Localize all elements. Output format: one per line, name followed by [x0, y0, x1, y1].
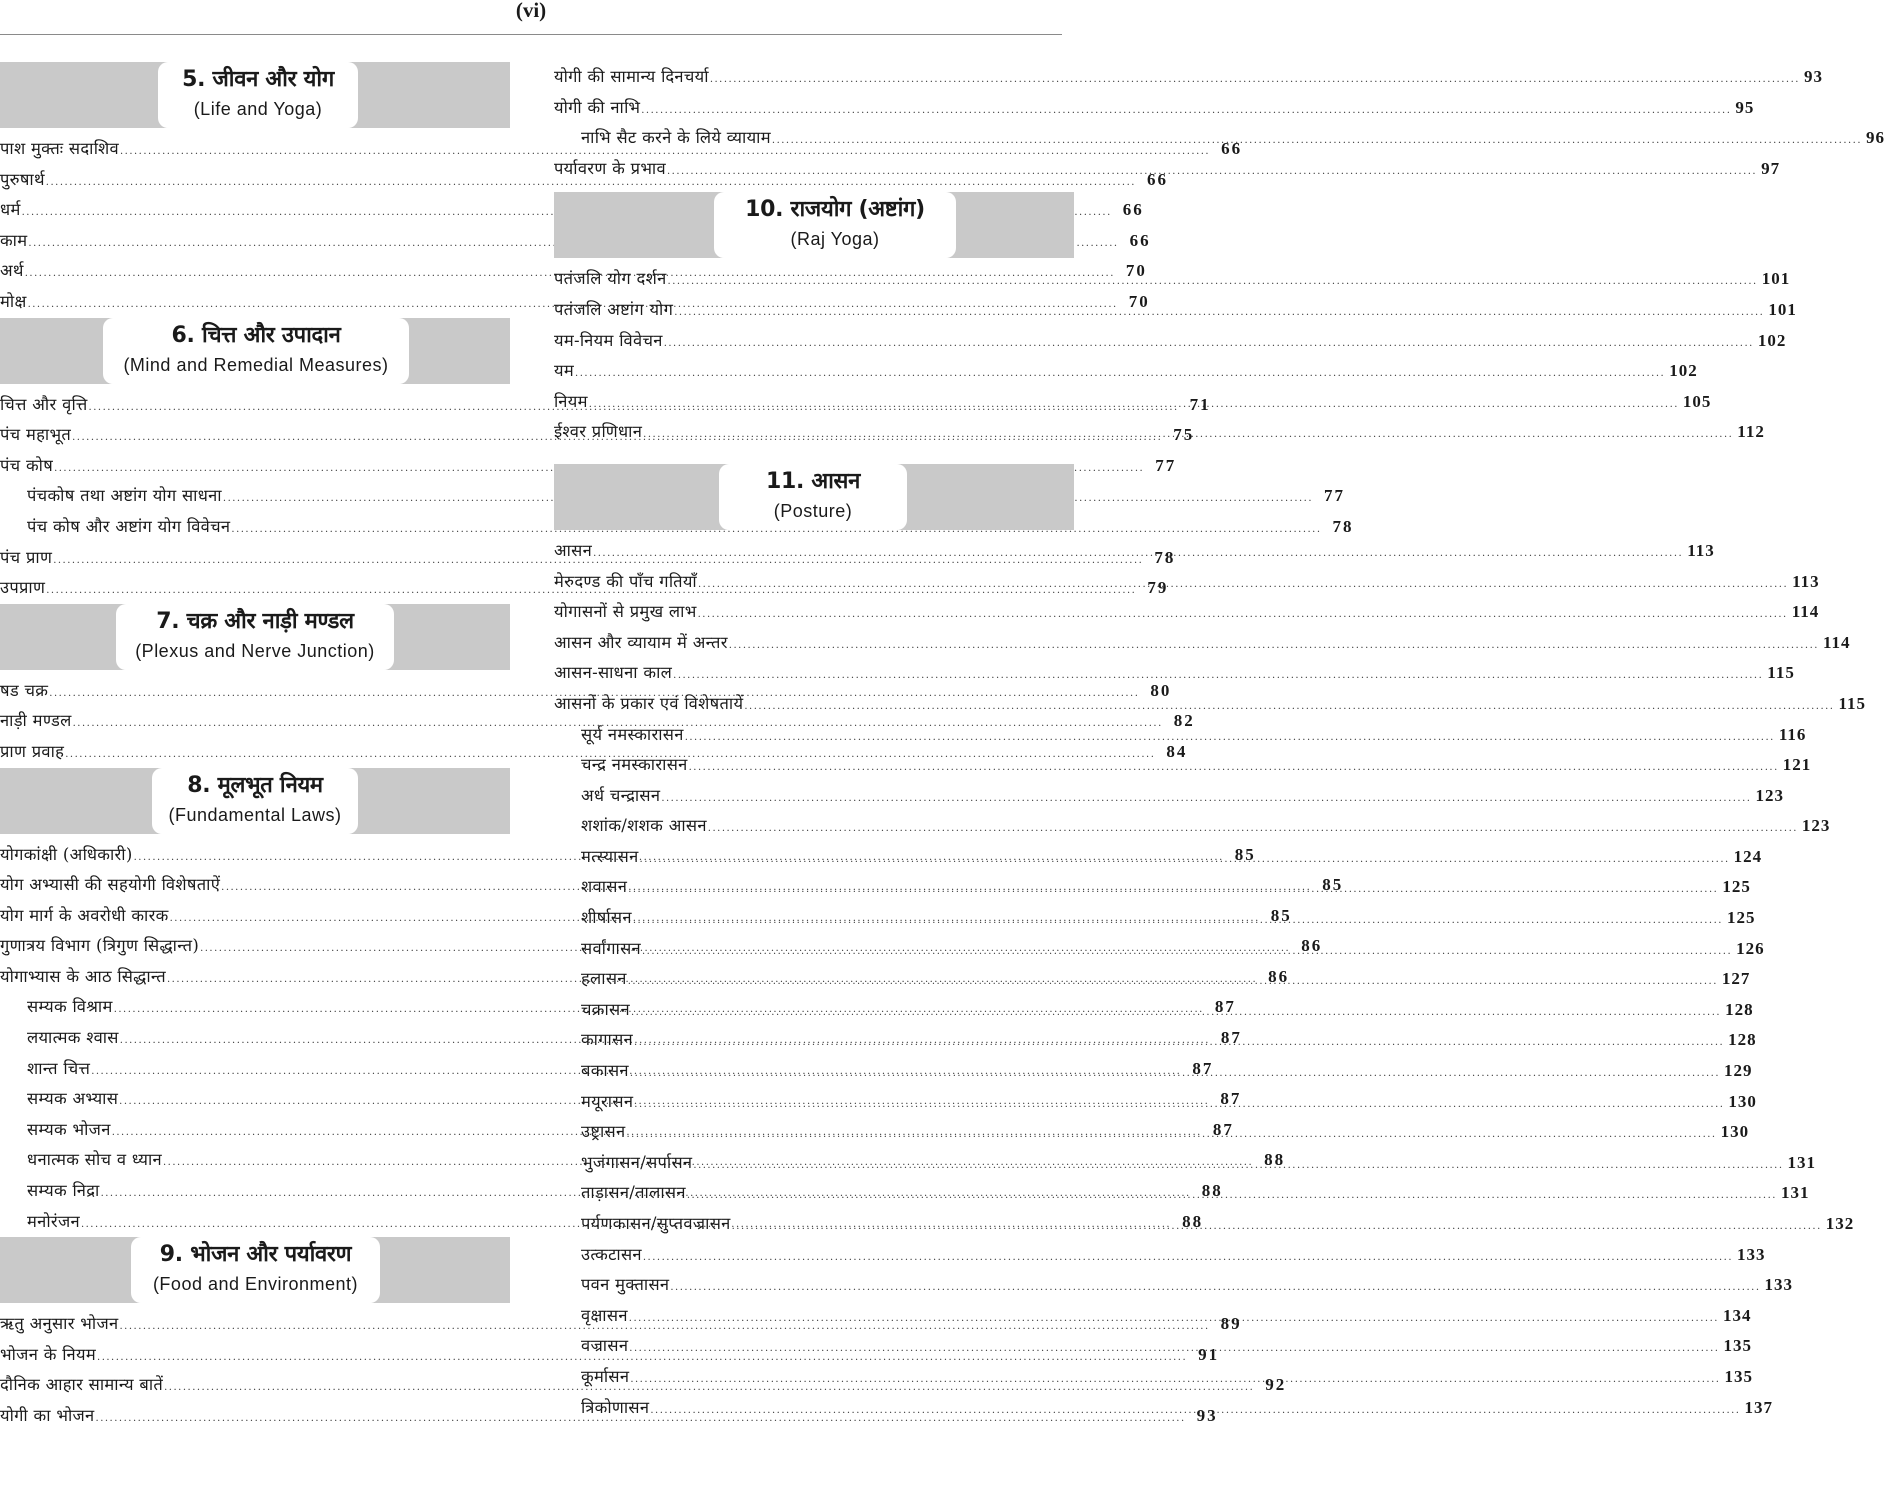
page-number: (vi) — [515, 0, 547, 22]
entry-page-number: 133 — [1764, 1275, 1793, 1295]
entry-page-number: 78 — [1332, 516, 1354, 536]
dot-leader — [640, 845, 1730, 876]
entry-page-number: 115 — [1838, 693, 1867, 713]
entry-title: धनात्मक सोच व ध्यान — [27, 1150, 162, 1170]
dot-leader — [633, 906, 1723, 937]
entry-title: अर्ध चन्द्रासन — [581, 785, 661, 805]
entry-page-number: 123 — [1755, 785, 1784, 805]
toc-entry[interactable] — [554, 1240, 1766, 1271]
entry-page-number: 70 — [1125, 261, 1147, 281]
entry-page-number: 89 — [1220, 1314, 1242, 1334]
entry-page-number: 80 — [1150, 680, 1172, 700]
chapter-heading — [0, 318, 510, 384]
toc-entry[interactable] — [554, 811, 1831, 842]
entry-title: गुणात्रय विभाग (त्रिगुण सिद्धान्त) — [0, 936, 200, 956]
dot-leader — [629, 1304, 1719, 1335]
dot-leader — [589, 390, 1679, 421]
entry-title: पंच कोष — [0, 455, 54, 475]
entry-page-number: 135 — [1724, 1366, 1753, 1386]
toc-entry[interactable] — [554, 356, 1698, 387]
entry-page-number: 85 — [1322, 875, 1344, 895]
entry-title: शवासन — [581, 877, 628, 897]
entry-page-number: 135 — [1723, 1336, 1752, 1356]
chapter-subtitle: (Plexus and Nerve Junction) — [135, 640, 375, 661]
entry-page-number: 129 — [1724, 1061, 1753, 1081]
entry-title: योगाभ्यास के आठ सिद्धान्त — [0, 966, 166, 986]
entry-title: यम — [554, 361, 575, 381]
chapter-title: 11. आसन — [765, 468, 861, 494]
dot-leader — [661, 784, 1751, 815]
entry-page-number: 123 — [1801, 816, 1831, 836]
dot-leader — [628, 967, 1718, 998]
entry-title: पर्यणकासन/सुप्तवज्रासन — [581, 1214, 731, 1233]
entry-page-number: 95 — [1735, 97, 1755, 117]
dot-leader — [673, 661, 1763, 692]
dot-leader — [631, 998, 1721, 1029]
entry-title: पंचकोष तथा अष्टांग योग साधना — [27, 486, 222, 506]
entry-title: मेरुदण्ड की पाँच गतियाँ — [554, 571, 697, 591]
entry-title: पंच प्राण — [0, 547, 53, 567]
chapter-heading — [0, 1237, 510, 1303]
entry-title: उपप्राण — [0, 578, 46, 598]
entry-title: षड चक्र — [0, 680, 49, 700]
entry-page-number: 96 — [1866, 128, 1886, 148]
dot-leader — [674, 298, 1764, 329]
entry-page-number: 86 — [1301, 936, 1323, 956]
entry-page-number: 131 — [1780, 1183, 1810, 1203]
chapter-title-tab — [158, 62, 358, 128]
dot-leader — [668, 267, 1758, 298]
entry-title: मनोरंजन — [27, 1211, 80, 1231]
entry-title: नाड़ी मण्डल — [0, 711, 72, 731]
entry-title: हलासन — [581, 969, 627, 989]
entry-title: त्रिकोणासन — [581, 1397, 650, 1417]
entry-title: आसनों के प्रकार एवं विशेषतायें — [554, 693, 744, 713]
entry-page-number: 75 — [1173, 425, 1195, 445]
dot-leader — [629, 1334, 1719, 1365]
chapter-title-tab — [719, 464, 907, 530]
entry-title: सम्यक भोजन — [27, 1119, 111, 1139]
chapter-heading — [554, 464, 1074, 530]
entry-title: मयूरासन — [581, 1091, 634, 1111]
entry-title: ऋतु अनुसार भोजन — [0, 1314, 119, 1334]
entry-title: योग अभ्यासी की सहयोगी विशेषताऐं — [0, 875, 221, 895]
entry-page-number: 133 — [1737, 1244, 1766, 1264]
entry-page-number: 132 — [1825, 1214, 1855, 1233]
entry-page-number: 78 — [1154, 547, 1176, 567]
entry-title: उत्कटासन — [581, 1244, 642, 1264]
entry-page-number: 97 — [1761, 158, 1781, 178]
entry-title: पंच कोष और अष्टांग योग विवेचन — [27, 516, 231, 536]
dot-leader — [693, 1151, 1783, 1182]
entry-page-number: 88 — [1201, 1181, 1223, 1201]
entry-page-number: 113 — [1792, 571, 1820, 591]
entry-page-number: 87 — [1192, 1058, 1214, 1078]
dot-leader — [744, 692, 1834, 723]
entry-title: अर्थ — [0, 261, 24, 281]
entry-page-number: 101 — [1768, 299, 1797, 319]
chapter-title: 6. चित्त और उपादान — [171, 322, 341, 348]
chapter-title: 9. भोजन और पर्यावरण — [159, 1242, 352, 1268]
entry-page-number: 66 — [1221, 139, 1243, 158]
entry-page-number: 93 — [1196, 1406, 1218, 1425]
entry-page-number: 105 — [1682, 391, 1712, 411]
entry-page-number: 77 — [1324, 486, 1346, 506]
entry-title: पर्यावरण के प्रभाव — [554, 158, 666, 178]
entry-page-number: 128 — [1728, 1030, 1757, 1050]
entry-title: भुजंगासन/सर्पासन — [581, 1152, 693, 1172]
chapter-subtitle: (Fundamental Laws) — [168, 804, 342, 825]
chapter-subtitle: (Raj Yoga) — [790, 229, 880, 250]
entry-title: मत्स्यासन — [581, 846, 639, 866]
entry-title: धर्म — [0, 200, 21, 220]
entry-title: पुरुषार्थ — [0, 169, 45, 189]
chapter-title-tab — [152, 768, 358, 834]
dot-leader — [575, 359, 1665, 390]
dot-leader — [630, 1365, 1720, 1396]
entry-title: नियम — [554, 391, 588, 411]
chapter-subtitle: (Life and Yoga) — [193, 99, 323, 119]
entry-page-number: 102 — [1757, 330, 1787, 350]
entry-title: वज्रासन — [581, 1336, 629, 1356]
entry-page-number: 137 — [1744, 1397, 1773, 1417]
entry-page-number: 85 — [1234, 844, 1256, 864]
entry-title: दौनिक आहार सामान्य बातें — [0, 1375, 164, 1395]
entry-title: शान्त चित्त — [27, 1058, 91, 1078]
dot-leader — [593, 539, 1683, 570]
entry-page-number: 84 — [1166, 741, 1188, 761]
entry-title: योगकांक्षी (अधिकारी) — [0, 844, 133, 864]
toc-entry[interactable] — [554, 93, 1755, 124]
entry-page-number: 66 — [1146, 169, 1168, 189]
chapter-heading — [0, 604, 510, 670]
entry-title: योगी की सामान्य दिनचर्या — [554, 67, 709, 86]
entry-title: सूर्य नमस्कारासन — [581, 724, 684, 744]
entry-page-number: 127 — [1721, 969, 1751, 989]
dot-leader — [708, 814, 1798, 845]
entry-title: योगी की नाभि — [554, 97, 641, 117]
entry-title: सर्वांगासन — [581, 938, 641, 958]
toc-entry[interactable] — [554, 326, 1787, 357]
dot-leader — [642, 937, 1732, 968]
toc-entry[interactable] — [554, 658, 1795, 689]
entry-page-number: 115 — [1767, 663, 1795, 683]
entry-page-number: 130 — [1728, 1091, 1757, 1111]
dot-leader — [626, 1120, 1716, 1151]
entry-title: पतंजलि अष्टांग योग — [554, 299, 674, 319]
chapter-heading — [0, 62, 510, 128]
dot-leader — [710, 65, 1800, 96]
entry-page-number: 77 — [1155, 455, 1177, 475]
entry-title: शीर्षासन — [581, 908, 632, 928]
entry-title: पाश मुक्तः सदाशिव — [0, 139, 119, 158]
entry-title: उष्ट्रासन — [581, 1122, 626, 1142]
entry-page-number: 91 — [1198, 1344, 1220, 1364]
entry-title: चक्रासन — [581, 999, 630, 1019]
dot-leader — [628, 875, 1718, 906]
entry-title: शशांक/शशक आसन — [581, 816, 707, 836]
entry-title: पवन मुक्तासन — [581, 1275, 670, 1295]
entry-title: सम्यक अभ्यास — [27, 1089, 119, 1109]
entry-title: सम्यक निद्रा — [27, 1181, 100, 1201]
dot-leader — [643, 1243, 1733, 1274]
entry-page-number: 87 — [1220, 1089, 1242, 1109]
entry-title: कागासन — [581, 1030, 634, 1050]
chapter-subtitle: (Mind and Remedial Measures) — [123, 354, 389, 375]
chapter-heading — [554, 192, 1074, 258]
entry-page-number: 121 — [1782, 755, 1812, 775]
dot-leader — [664, 329, 1754, 360]
dot-leader — [643, 420, 1733, 451]
entry-title: नाभि सैट करने के लिये व्यायाम — [581, 128, 771, 148]
entry-page-number: 102 — [1669, 361, 1698, 381]
entry-page-number: 79 — [1147, 578, 1169, 598]
dot-leader — [630, 1059, 1720, 1090]
toc-entry[interactable] — [554, 781, 1784, 812]
entry-page-number: 124 — [1733, 846, 1763, 866]
entry-title: प्राण प्रवाह — [0, 741, 65, 761]
entry-title: योग मार्ग के अवरोधी कारक — [0, 905, 169, 925]
chapter-title: 10. राजयोग (अष्टांग) — [745, 197, 925, 223]
entry-page-number: 82 — [1173, 711, 1195, 731]
entry-page-number: 87 — [1212, 1119, 1234, 1139]
page-header — [0, 0, 1062, 35]
entry-page-number: 71 — [1189, 394, 1211, 414]
entry-page-number: 66 — [1122, 200, 1144, 220]
dot-leader — [634, 1028, 1724, 1059]
entry-page-number: 87 — [1214, 997, 1236, 1017]
dot-leader — [687, 1181, 1777, 1212]
entry-title: वृक्षासन — [581, 1305, 628, 1325]
entry-title: काम — [0, 230, 28, 250]
chapter-title: 5. जीवन और योग — [182, 67, 334, 92]
toc-entry[interactable] — [554, 62, 1823, 93]
entry-page-number: 86 — [1268, 966, 1290, 986]
entry-title: कूर्मासन — [581, 1366, 630, 1386]
chapter-title: 7. चक्र और नाड़ी मण्डल — [156, 608, 354, 634]
dot-leader — [667, 157, 1757, 188]
entry-page-number: 114 — [1822, 632, 1851, 652]
dot-leader — [772, 126, 1862, 157]
entry-title: चन्द्र नमस्कारासन — [581, 755, 688, 775]
entry-title: आसन और व्यायाम में अन्तर — [554, 632, 728, 652]
entry-title: योगी का भोजन — [0, 1406, 95, 1425]
entry-title: योगासनों से प्रमुख लाभ — [554, 602, 697, 622]
dot-leader — [698, 570, 1788, 601]
entry-page-number: 131 — [1787, 1152, 1817, 1172]
entry-title: लयात्मक श्वास — [27, 1028, 119, 1048]
entry-title: भोजन के नियम — [0, 1344, 97, 1364]
toc-entry[interactable] — [554, 1270, 1793, 1301]
chapter-title: 8. मूलभूत नियम — [187, 772, 323, 798]
toc-entry[interactable] — [554, 597, 1820, 628]
entry-page-number: 85 — [1270, 905, 1292, 925]
chapter-heading — [0, 768, 510, 834]
entry-page-number: 101 — [1761, 269, 1791, 289]
entry-page-number: 88 — [1264, 1150, 1286, 1170]
dot-leader — [698, 600, 1788, 631]
toc-entry[interactable] — [0, 512, 1354, 543]
dot-leader — [650, 1396, 1740, 1427]
entry-title: मोक्ष — [0, 291, 27, 311]
entry-title: आसन — [554, 540, 593, 560]
entry-title: बकासन — [581, 1061, 629, 1081]
entry-title: ईश्वर प्रणिधान — [554, 422, 643, 442]
entry-page-number: 93 — [1803, 67, 1823, 86]
dot-leader — [634, 1090, 1724, 1121]
dot-leader — [729, 631, 1819, 662]
entry-title: पतंजलि योग दर्शन — [554, 269, 667, 289]
chapter-title-tab — [116, 604, 394, 670]
dot-leader — [685, 723, 1775, 754]
entry-page-number: 114 — [1791, 602, 1820, 622]
entry-page-number: 113 — [1687, 540, 1715, 560]
entry-page-number: 70 — [1128, 291, 1150, 311]
entry-page-number: 125 — [1726, 908, 1756, 928]
dot-leader — [732, 1212, 1822, 1243]
entry-title: यम-नियम विवेचन — [554, 330, 663, 350]
entry-title: चित्त और वृत्ति — [0, 394, 88, 414]
entry-page-number: 116 — [1778, 724, 1807, 744]
entry-page-number: 134 — [1722, 1305, 1752, 1325]
entry-page-number: 126 — [1736, 938, 1765, 958]
entry-page-number: 125 — [1722, 877, 1751, 897]
entry-page-number: 87 — [1220, 1028, 1242, 1048]
entry-page-number: 92 — [1265, 1375, 1287, 1395]
chapter-title-tab — [131, 1237, 380, 1303]
entry-page-number: 88 — [1182, 1211, 1204, 1231]
entry-title: पंच महाभूत — [0, 425, 72, 445]
entry-title: आसन-साधना काल — [554, 663, 673, 683]
chapter-subtitle: (Posture) — [773, 500, 853, 521]
entry-title: ताड़ासन/तालासन — [581, 1183, 686, 1203]
entry-page-number: 66 — [1129, 230, 1151, 250]
chapter-subtitle: (Food and Environment) — [152, 1274, 359, 1295]
entry-page-number: 130 — [1720, 1122, 1750, 1142]
chapter-title-tab — [714, 192, 956, 258]
toc-entry[interactable] — [554, 628, 1851, 659]
entry-title: सम्यक विश्राम — [27, 997, 113, 1017]
chapter-title-tab — [103, 318, 409, 384]
entry-page-number: 112 — [1737, 422, 1765, 442]
dot-leader — [689, 753, 1779, 784]
dot-leader — [641, 96, 1731, 127]
entry-page-number: 128 — [1725, 999, 1754, 1019]
dot-leader — [670, 1273, 1760, 1304]
